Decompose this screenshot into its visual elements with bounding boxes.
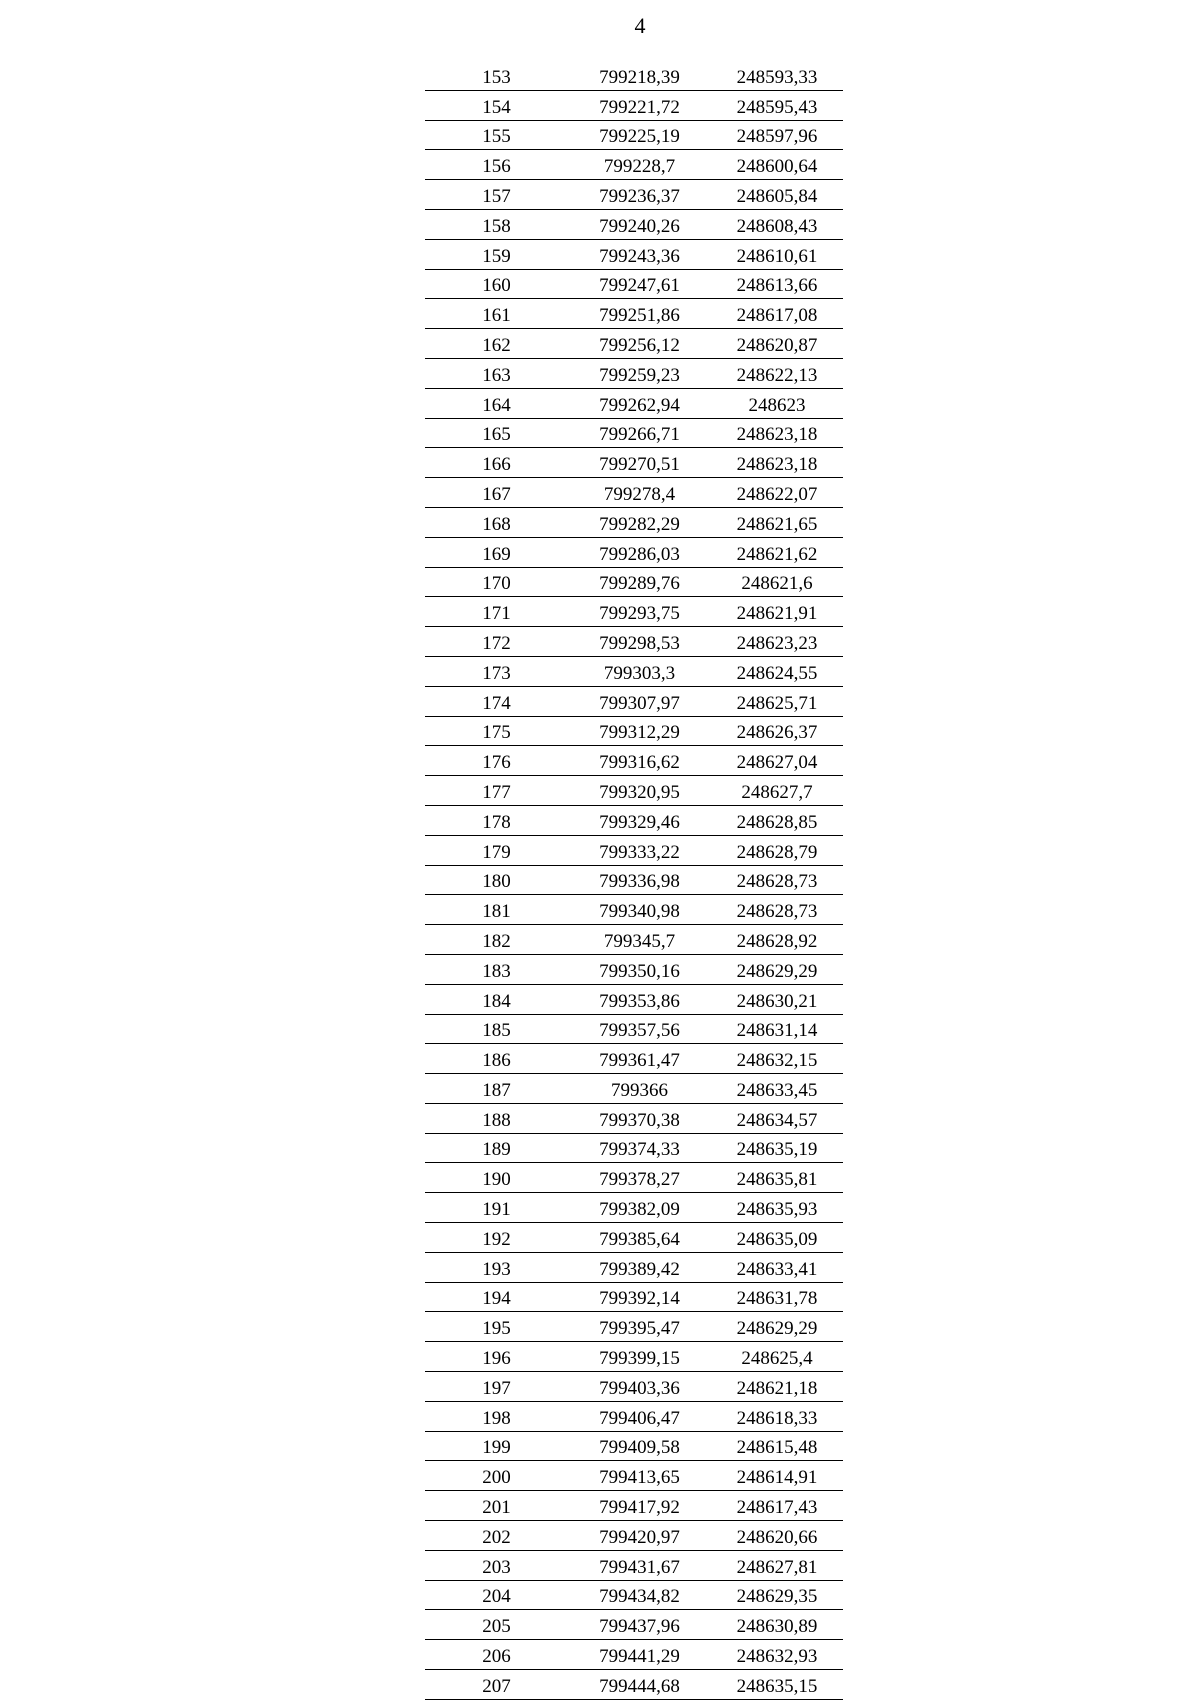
point-number-cell: 204 [425, 1580, 568, 1610]
x-coordinate-cell: 799350,16 [568, 954, 711, 984]
x-coordinate-cell: 799243,36 [568, 239, 711, 269]
table-row [425, 507, 843, 537]
y-coordinate-cell: 248635,15 [711, 1670, 843, 1700]
x-coordinate-cell: 799262,94 [568, 388, 711, 418]
x-coordinate-cell: 799225,19 [568, 120, 711, 150]
x-coordinate-cell: 799413,65 [568, 1461, 711, 1491]
table-row [425, 746, 843, 776]
y-coordinate-cell: 248627,7 [711, 776, 843, 806]
y-coordinate-cell: 248617,08 [711, 299, 843, 329]
table-row [425, 1014, 843, 1044]
point-number-cell: 161 [425, 299, 568, 329]
x-coordinate-cell: 799282,29 [568, 507, 711, 537]
x-coordinate-cell: 799406,47 [568, 1401, 711, 1431]
point-number-cell: 165 [425, 418, 568, 448]
y-coordinate-cell: 248625,4 [711, 1342, 843, 1372]
table-row [425, 1163, 843, 1193]
point-number-cell: 206 [425, 1640, 568, 1670]
y-coordinate-cell: 248608,43 [711, 209, 843, 239]
y-coordinate-cell: 248634,57 [711, 1103, 843, 1133]
table-row [425, 1044, 843, 1074]
x-coordinate-cell: 799357,56 [568, 1014, 711, 1044]
point-number-cell: 199 [425, 1431, 568, 1461]
y-coordinate-cell: 248617,43 [711, 1491, 843, 1521]
x-coordinate-cell: 799320,95 [568, 776, 711, 806]
y-coordinate-cell: 248620,66 [711, 1521, 843, 1551]
point-number-cell: 179 [425, 835, 568, 865]
point-number-cell: 171 [425, 597, 568, 627]
x-coordinate-cell: 799256,12 [568, 329, 711, 359]
table-row [425, 537, 843, 567]
y-coordinate-cell: 248623,18 [711, 418, 843, 448]
point-number-cell: 160 [425, 269, 568, 299]
y-coordinate-cell: 248622,13 [711, 358, 843, 388]
point-number-cell: 181 [425, 895, 568, 925]
y-coordinate-cell: 248621,6 [711, 567, 843, 597]
x-coordinate-cell: 799312,29 [568, 716, 711, 746]
table-row [425, 358, 843, 388]
y-coordinate-cell: 248621,91 [711, 597, 843, 627]
x-coordinate-cell: 799251,86 [568, 299, 711, 329]
x-coordinate-cell: 799247,61 [568, 269, 711, 299]
point-number-cell: 185 [425, 1014, 568, 1044]
x-coordinate-cell: 799385,64 [568, 1223, 711, 1253]
y-coordinate-cell: 248631,14 [711, 1014, 843, 1044]
y-coordinate-cell: 248630,21 [711, 984, 843, 1014]
x-coordinate-cell: 799329,46 [568, 805, 711, 835]
point-number-cell: 203 [425, 1550, 568, 1580]
table-row [425, 865, 843, 895]
point-number-cell: 184 [425, 984, 568, 1014]
table-row [425, 597, 843, 627]
y-coordinate-cell: 248600,64 [711, 150, 843, 180]
y-coordinate-cell: 248628,92 [711, 925, 843, 955]
table-row [425, 895, 843, 925]
table-row [425, 239, 843, 269]
point-number-cell: 195 [425, 1312, 568, 1342]
x-coordinate-cell: 799403,36 [568, 1372, 711, 1402]
x-coordinate-cell: 799434,82 [568, 1580, 711, 1610]
y-coordinate-cell: 248620,87 [711, 329, 843, 359]
x-coordinate-cell: 799336,98 [568, 865, 711, 895]
point-number-cell: 174 [425, 686, 568, 716]
table-row [425, 1342, 843, 1372]
point-number-cell: 197 [425, 1372, 568, 1402]
x-coordinate-cell: 799286,03 [568, 537, 711, 567]
point-number-cell: 159 [425, 239, 568, 269]
x-coordinate-cell: 799221,72 [568, 90, 711, 120]
table-row [425, 1252, 843, 1282]
y-coordinate-cell: 248623 [711, 388, 843, 418]
x-coordinate-cell: 799240,26 [568, 209, 711, 239]
table-row [425, 1103, 843, 1133]
point-number-cell: 202 [425, 1521, 568, 1551]
table-row [425, 418, 843, 448]
x-coordinate-cell: 799389,42 [568, 1252, 711, 1282]
table-row [425, 1193, 843, 1223]
table-row [425, 448, 843, 478]
table-row [425, 1431, 843, 1461]
table-row [425, 1580, 843, 1610]
table-row [425, 120, 843, 150]
y-coordinate-cell: 248613,66 [711, 269, 843, 299]
y-coordinate-cell: 248629,35 [711, 1580, 843, 1610]
y-coordinate-cell: 248618,33 [711, 1401, 843, 1431]
x-coordinate-cell: 799303,3 [568, 656, 711, 686]
table-row [425, 1550, 843, 1580]
x-coordinate-cell: 799417,92 [568, 1491, 711, 1521]
y-coordinate-cell: 248627,81 [711, 1550, 843, 1580]
y-coordinate-cell: 248605,84 [711, 180, 843, 210]
y-coordinate-cell: 248621,18 [711, 1372, 843, 1402]
x-coordinate-cell: 799316,62 [568, 746, 711, 776]
coordinates-table-body [425, 61, 843, 1699]
table-row [425, 835, 843, 865]
table-row [425, 716, 843, 746]
x-coordinate-cell: 799361,47 [568, 1044, 711, 1074]
y-coordinate-cell: 248628,79 [711, 835, 843, 865]
x-coordinate-cell: 799218,39 [568, 61, 711, 90]
table-row [425, 1640, 843, 1670]
table-row [425, 1461, 843, 1491]
table-row [425, 1223, 843, 1253]
x-coordinate-cell: 799399,15 [568, 1342, 711, 1372]
point-number-cell: 155 [425, 120, 568, 150]
point-number-cell: 169 [425, 537, 568, 567]
x-coordinate-cell: 799395,47 [568, 1312, 711, 1342]
coordinates-table [425, 61, 843, 1700]
point-number-cell: 177 [425, 776, 568, 806]
x-coordinate-cell: 799382,09 [568, 1193, 711, 1223]
y-coordinate-cell: 248623,23 [711, 627, 843, 657]
x-coordinate-cell: 799278,4 [568, 478, 711, 508]
x-coordinate-cell: 799307,97 [568, 686, 711, 716]
point-number-cell: 167 [425, 478, 568, 508]
y-coordinate-cell: 248629,29 [711, 1312, 843, 1342]
point-number-cell: 188 [425, 1103, 568, 1133]
y-coordinate-cell: 248595,43 [711, 90, 843, 120]
y-coordinate-cell: 248624,55 [711, 656, 843, 686]
y-coordinate-cell: 248632,93 [711, 1640, 843, 1670]
x-coordinate-cell: 799420,97 [568, 1521, 711, 1551]
y-coordinate-cell: 248614,91 [711, 1461, 843, 1491]
x-coordinate-cell: 799392,14 [568, 1282, 711, 1312]
x-coordinate-cell: 799409,58 [568, 1431, 711, 1461]
table-row [425, 209, 843, 239]
point-number-cell: 190 [425, 1163, 568, 1193]
x-coordinate-cell: 799366 [568, 1074, 711, 1104]
table-row [425, 61, 843, 90]
x-coordinate-cell: 799259,23 [568, 358, 711, 388]
table-row [425, 388, 843, 418]
y-coordinate-cell: 248628,85 [711, 805, 843, 835]
y-coordinate-cell: 248610,61 [711, 239, 843, 269]
table-row [425, 686, 843, 716]
point-number-cell: 187 [425, 1074, 568, 1104]
point-number-cell: 154 [425, 90, 568, 120]
point-number-cell: 200 [425, 1461, 568, 1491]
x-coordinate-cell: 799437,96 [568, 1610, 711, 1640]
x-coordinate-cell: 799370,38 [568, 1103, 711, 1133]
x-coordinate-cell: 799345,7 [568, 925, 711, 955]
point-number-cell: 183 [425, 954, 568, 984]
y-coordinate-cell: 248629,29 [711, 954, 843, 984]
point-number-cell: 193 [425, 1252, 568, 1282]
point-number-cell: 168 [425, 507, 568, 537]
table-row [425, 478, 843, 508]
x-coordinate-cell: 799444,68 [568, 1670, 711, 1700]
y-coordinate-cell: 248597,96 [711, 120, 843, 150]
y-coordinate-cell: 248635,81 [711, 1163, 843, 1193]
point-number-cell: 166 [425, 448, 568, 478]
table-row [425, 805, 843, 835]
y-coordinate-cell: 248615,48 [711, 1431, 843, 1461]
point-number-cell: 198 [425, 1401, 568, 1431]
x-coordinate-cell: 799236,37 [568, 180, 711, 210]
table-row [425, 180, 843, 210]
point-number-cell: 162 [425, 329, 568, 359]
y-coordinate-cell: 248627,04 [711, 746, 843, 776]
table-row [425, 776, 843, 806]
x-coordinate-cell: 799441,29 [568, 1640, 711, 1670]
point-number-cell: 201 [425, 1491, 568, 1521]
table-row [425, 150, 843, 180]
table-row [425, 1670, 843, 1700]
page-number: 4 [634, 13, 646, 38]
point-number-cell: 172 [425, 627, 568, 657]
y-coordinate-cell: 248632,15 [711, 1044, 843, 1074]
point-number-cell: 182 [425, 925, 568, 955]
y-coordinate-cell: 248631,78 [711, 1282, 843, 1312]
y-coordinate-cell: 248623,18 [711, 448, 843, 478]
x-coordinate-cell: 799353,86 [568, 984, 711, 1014]
point-number-cell: 194 [425, 1282, 568, 1312]
x-coordinate-cell: 799431,67 [568, 1550, 711, 1580]
table-row [425, 1610, 843, 1640]
x-coordinate-cell: 799333,22 [568, 835, 711, 865]
x-coordinate-cell: 799293,75 [568, 597, 711, 627]
x-coordinate-cell: 799228,7 [568, 150, 711, 180]
x-coordinate-cell: 799340,98 [568, 895, 711, 925]
point-number-cell: 180 [425, 865, 568, 895]
point-number-cell: 205 [425, 1610, 568, 1640]
table-row [425, 1312, 843, 1342]
x-coordinate-cell: 799374,33 [568, 1133, 711, 1163]
y-coordinate-cell: 248621,62 [711, 537, 843, 567]
y-coordinate-cell: 248628,73 [711, 865, 843, 895]
y-coordinate-cell: 248593,33 [711, 61, 843, 90]
table-row [425, 299, 843, 329]
point-number-cell: 163 [425, 358, 568, 388]
table-row [425, 984, 843, 1014]
y-coordinate-cell: 248621,65 [711, 507, 843, 537]
point-number-cell: 164 [425, 388, 568, 418]
point-number-cell: 196 [425, 1342, 568, 1372]
table-row [425, 954, 843, 984]
point-number-cell: 178 [425, 805, 568, 835]
table-row [425, 1521, 843, 1551]
point-number-cell: 153 [425, 61, 568, 90]
y-coordinate-cell: 248635,93 [711, 1193, 843, 1223]
point-number-cell: 158 [425, 209, 568, 239]
point-number-cell: 207 [425, 1670, 568, 1700]
y-coordinate-cell: 248630,89 [711, 1610, 843, 1640]
y-coordinate-cell: 248626,37 [711, 716, 843, 746]
table-row [425, 1133, 843, 1163]
table-row [425, 1491, 843, 1521]
y-coordinate-cell: 248635,09 [711, 1223, 843, 1253]
table-row [425, 329, 843, 359]
x-coordinate-cell: 799378,27 [568, 1163, 711, 1193]
x-coordinate-cell: 799298,53 [568, 627, 711, 657]
x-coordinate-cell: 799289,76 [568, 567, 711, 597]
y-coordinate-cell: 248633,41 [711, 1252, 843, 1282]
x-coordinate-cell: 799266,71 [568, 418, 711, 448]
point-number-cell: 191 [425, 1193, 568, 1223]
point-number-cell: 157 [425, 180, 568, 210]
y-coordinate-cell: 248625,71 [711, 686, 843, 716]
table-row [425, 90, 843, 120]
table-row [425, 1372, 843, 1402]
point-number-cell: 186 [425, 1044, 568, 1074]
table-row [425, 567, 843, 597]
y-coordinate-cell: 248635,19 [711, 1133, 843, 1163]
point-number-cell: 175 [425, 716, 568, 746]
table-row [425, 656, 843, 686]
point-number-cell: 192 [425, 1223, 568, 1253]
point-number-cell: 156 [425, 150, 568, 180]
x-coordinate-cell: 799270,51 [568, 448, 711, 478]
point-number-cell: 173 [425, 656, 568, 686]
table-row [425, 925, 843, 955]
y-coordinate-cell: 248633,45 [711, 1074, 843, 1104]
table-row [425, 1282, 843, 1312]
y-coordinate-cell: 248628,73 [711, 895, 843, 925]
point-number-cell: 170 [425, 567, 568, 597]
table-row [425, 269, 843, 299]
table-row [425, 627, 843, 657]
point-number-cell: 189 [425, 1133, 568, 1163]
table-row [425, 1401, 843, 1431]
point-number-cell: 176 [425, 746, 568, 776]
y-coordinate-cell: 248622,07 [711, 478, 843, 508]
table-row [425, 1074, 843, 1104]
